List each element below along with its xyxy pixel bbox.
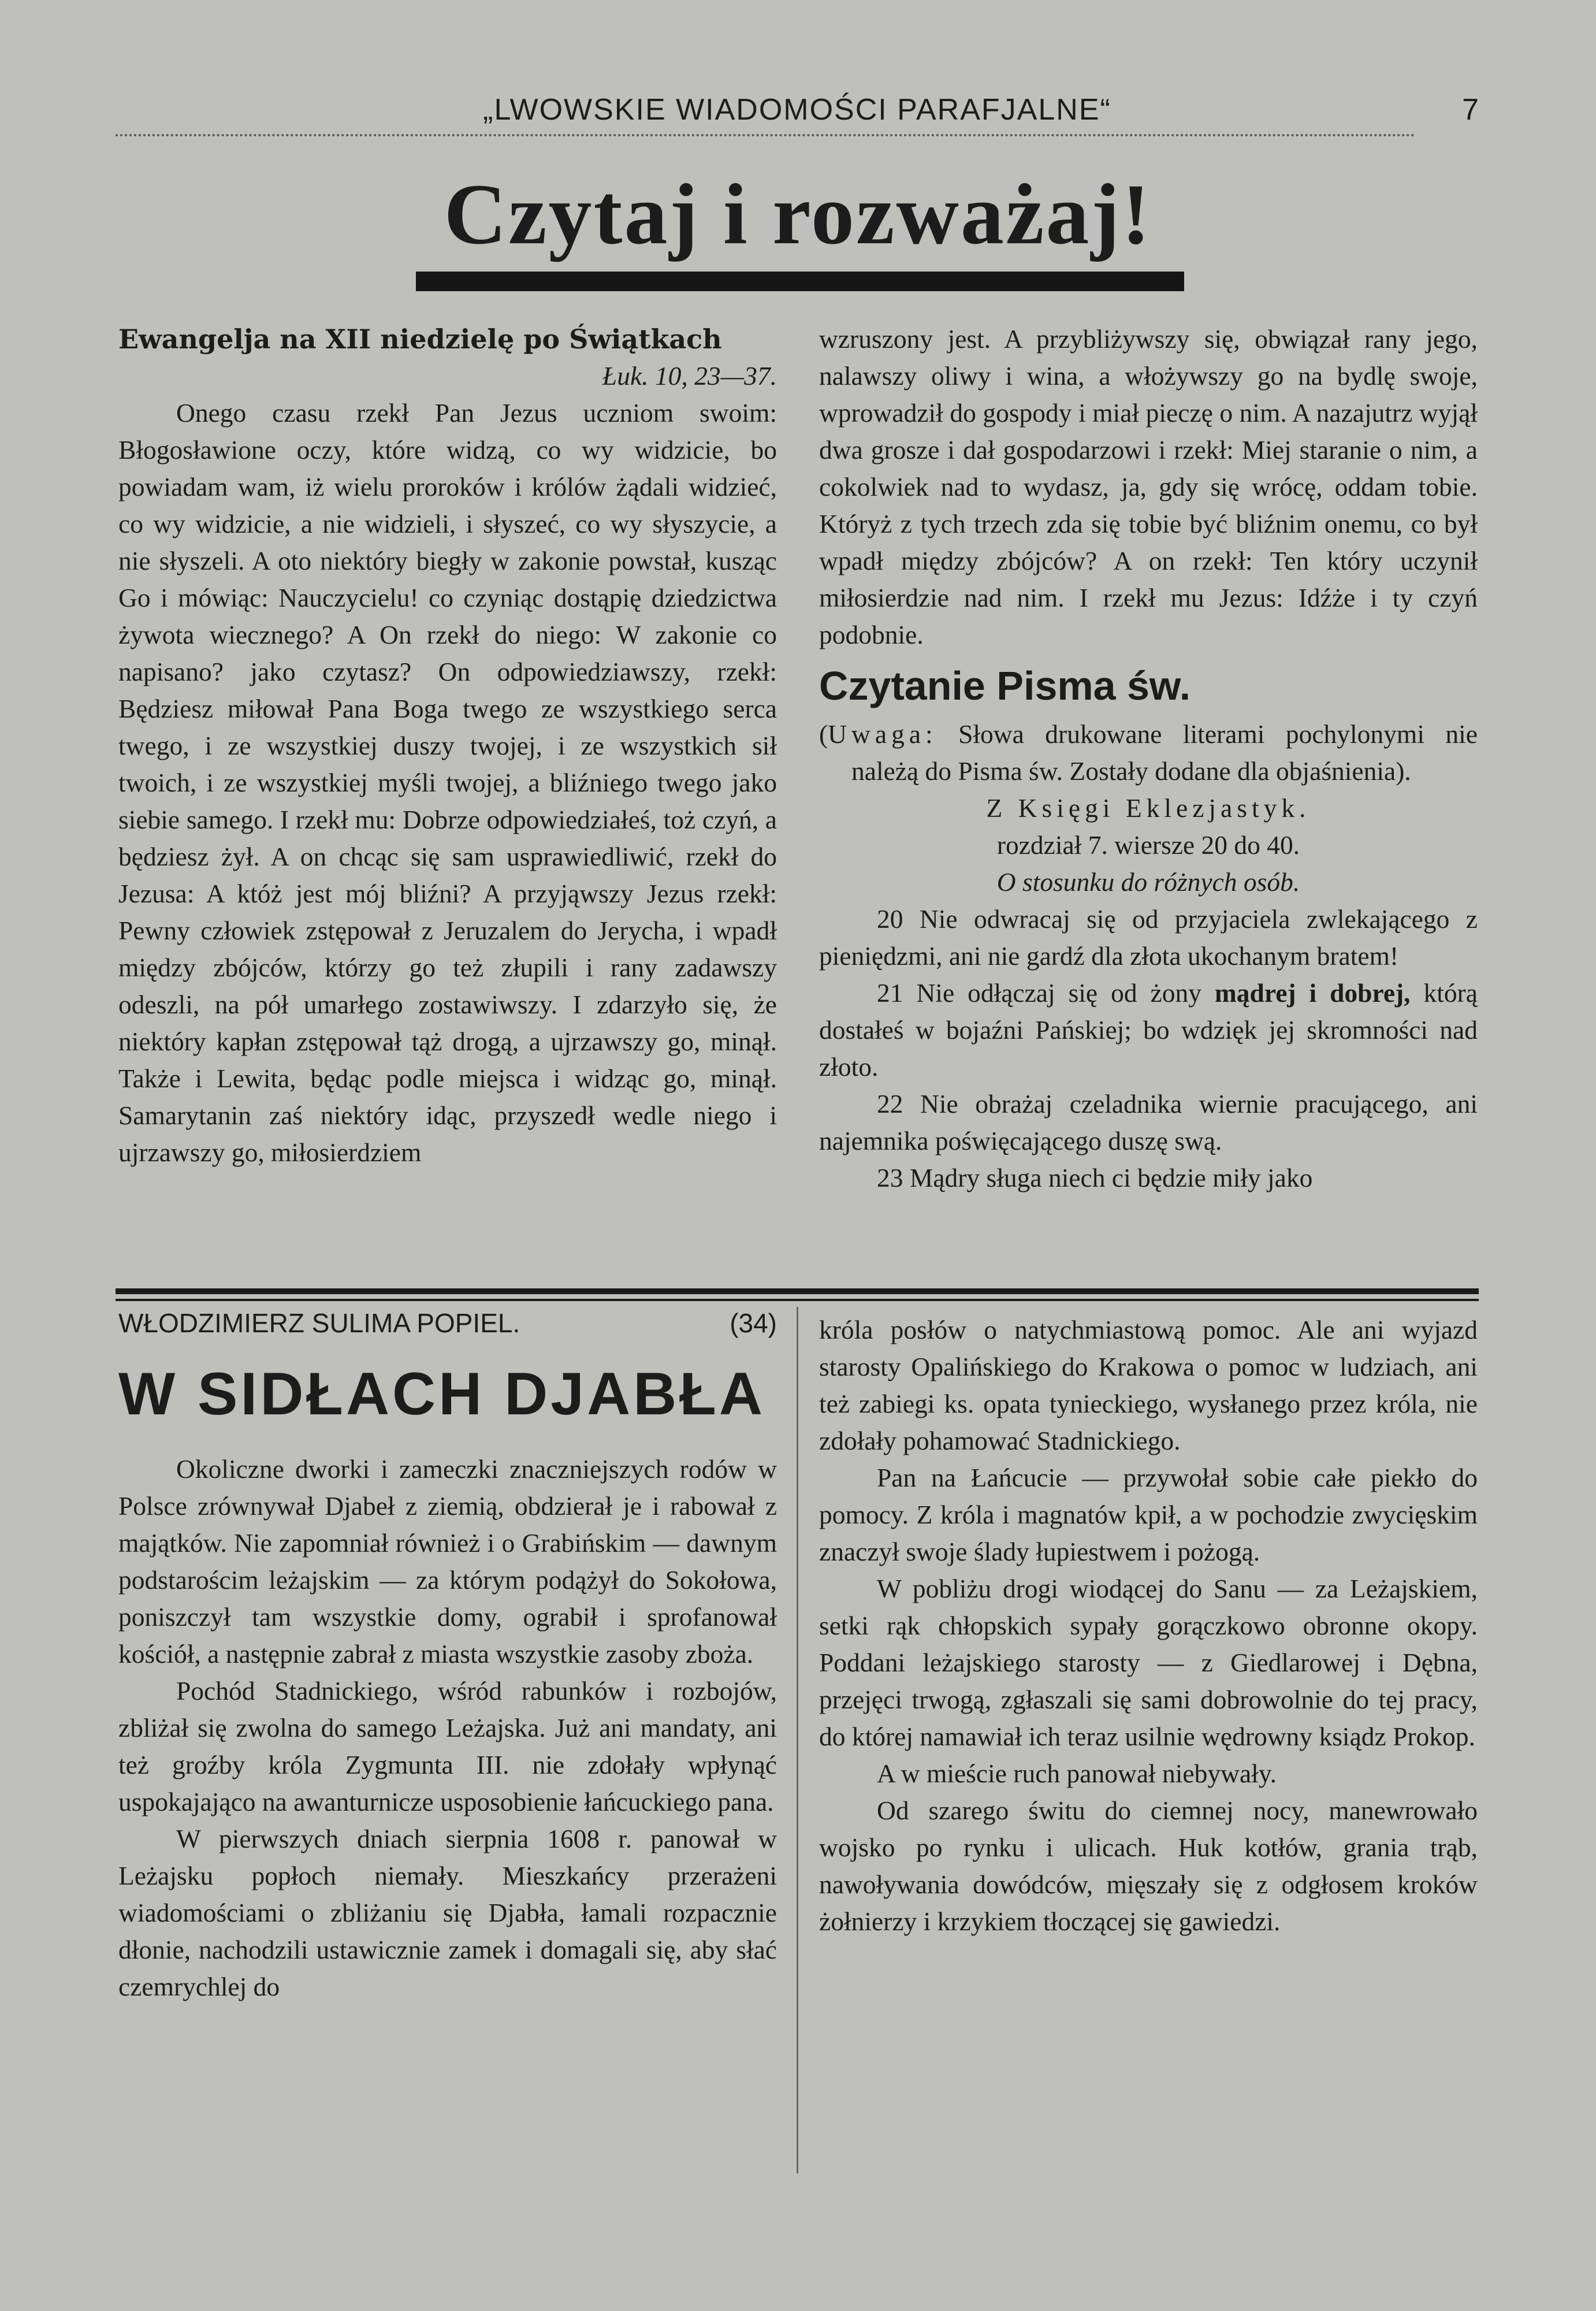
header-dotted-rule [116, 134, 1415, 136]
page-number: 7 [1462, 93, 1479, 127]
serial-paragraph: króla posłów o natychmiastową pomoc. Ale ani wyjazd starosty Opalińskiego do Krakowa o pomoc w ludziach, ani też zabiegi ks. opata tynieckiego, wysłanego przez króla, nie zdołały pohamować Stadnickiego. [819, 1315, 1478, 1455]
verse-22: 22 Nie obrażaj czeladnika wiernie pracującego, ani najemnika poświęcającego duszę swą. [819, 1089, 1478, 1156]
serial-paragraph: Pan na Łańcucie — przywołał sobie całe piekło do pomocy. Z króla i magnatów kpił, a w pochodzie zwycięskim znaczył swoje ślady łupiestwem i pożogą. [819, 1463, 1478, 1566]
running-header [116, 92, 1479, 144]
serial-right-column [819, 1311, 1478, 1940]
main-headline: Czytaj i rozważaj! [444, 166, 1152, 262]
scripture-book: Z Księgi Eklezjastyk. [986, 793, 1311, 823]
gospel-citation: Łuk. 10, 23—37. [602, 361, 777, 391]
serial-paragraph: A w mieście ruch panował niebywały. [877, 1759, 1277, 1788]
serial-left-column [118, 1303, 777, 2005]
scripture-subtitle: O stosunku do różnych osób. [996, 867, 1300, 897]
verse-20: 20 Nie odwracaj się od przyjaciela zwlekającego z pieniędzmi, ani nie gardź dla złota ukochanym bratem! [819, 904, 1478, 971]
gospel-column [118, 321, 777, 1171]
serial-author: WŁODZIMIERZ SULIMA POPIEL. [118, 1308, 520, 1338]
verse-21: 21 Nie odłączaj się od żony mądrej i dobrej, którą dostałeś w bojaźni Pańskiej; bo wdzięk jej skromności nad złoto. [819, 978, 1478, 1082]
serial-title: W SIDŁACH DJABŁA [118, 1361, 765, 1428]
column-divider [797, 1307, 798, 2173]
section-separator-thin [116, 1299, 1479, 1301]
serial-paragraph: Okoliczne dworki i zameczki znaczniejszych rodów w Polsce zrównywał Djabeł z ziemią, obdzierał je i rabował z majątków. Nie zapomniał również i o Grabińskim — dawnym podstarościm leżajskim — za którym podążył do Sokołowa, poniszczył tam wszystkie domy, ograbił i sprofanował kościół, a następnie zabrał z miasta wszystkie zasoby zboża. [118, 1454, 777, 1669]
gospel-text-left: Onego czasu rzekł Pan Jezus uczniom swoim: Błogosławione oczy, które widzą, co wy widzicie, bo powiadam wam, iż wielu proroków i królów żądali widzieć, co wy widzicie, a nie widzieli, i słyszeć, co wy słyszycie, a nie słyszeli. A oto niektóry biegły w zakonie powstał, kusząc Go i mówiąc: Nauczycielu! co czyniąc dostąpię dziedzictwa żywota wiecznego? A On rzekł do niego: W zakonie co napisano? jako czytasz? On odpowiedziawszy, rzekł: Będziesz miłował Pana Boga twego ze wszystkiego serca twego, i ze wszystkiej duszy twojej, i ze wszystkich sił twoich, i ze wszystkiej myśli twojej, a bliźniego twego jako siebie samego. I rzekł mu: Dobrze odpowiedziałeś, toż czyń, a będziesz żył. A on chcąc się sam usprawiedliwić, rzekł do Jezusa: A któż jest mój bliźni? A przyjąwszy Jezus rzekł: Pewny człowiek zstępował z Jeruzalem do Jerycha, i wpadł między zbójców, którzy go też złupili i rany zadawszy odeszli, na pół umarłego zostawiwszy. I zdarzyło się, że niektóry kapłan zstępował tąż drogą, a ujrzawszy go, minął. Także i Lewita, będąc podle miejsca i widząc go, minął. Samarytanin zaś niektóry idąc, przyszedł wedle niego i ujrzawszy go, miłosierdziem [118, 398, 777, 1167]
serial-paragraph: Pochód Stadnickiego, wśród rabunków i rozbojów, zbliżał się zwolna do samego Leżajska. Już ani mandaty, ani też groźby króla Zygmunta III. nie zdołały wpłynąć uspokajająco na awanturnicze usposobienie łańcuckiego pana. [118, 1676, 777, 1816]
verse-23: 23 Mądry sługa niech ci będzie miły jako [877, 1163, 1313, 1192]
gospel-text-right: wzruszony jest. A przybliżywszy się, obwiązał rany jego, nalawszy oliwy i wina, a włożywszy go na bydlę swoje, wprowadził do gospody i miał pieczę o nim. A nazajutrz wyjął dwa grosze i dał gospodarzowi i rzekł: Miej staranie o nim, a cokolwiek nad to wydasz, ja, gdy się wrócę, oddam tobie. Któryż z tych trzech zda się tobie być bliźnim onemu, co był wpadł między zbójców? A on rzekł: Ten który uczynił miłosierdzie nad nim. I rzekł mu Jezus: Idźże i ty czyń podobnie. [819, 324, 1478, 649]
scripture-chapter: rozdział 7. wiersze 20 do 40. [996, 830, 1300, 860]
scripture-heading: Czytanie Pisma św. [819, 663, 1191, 708]
note-text: Słowa drukowane literami pochylonymi nie należą do Pisma św. Zostały dodane dla objaśnienia). [851, 719, 1478, 786]
serial-byline [118, 1303, 777, 1343]
publication-title: „LWOWSKIE WIADOMOŚCI PARAFJALNE“ [473, 93, 1122, 127]
gospel-title: Ewangelja na XII niedzielę po Świątkach [118, 324, 722, 355]
serial-paragraph: Od szarego świtu do ciemnej nocy, manewrowało wojsko po rynku i ulicach. Huk kotłów, grania trąb, nawoływania dowódców, mięszały się z odgłosem kroków żołnierzy i krzykiem tłoczącej się gawiedzi. [819, 1796, 1478, 1936]
serial-paragraph: W pierwszych dniach sierpnia 1608 r. panował w Leżajsku popłoch niemały. Mieszkańcy przerażeni wiadomościami o zbliżaniu się Djabła, łamali rozpacznie dłonie, nachodzili ustawicznie zamek i domagali się, aby słać czemrychlej do [118, 1824, 777, 2001]
serial-paragraph: W pobliżu drogi wiodącej do Sanu — za Leżajskiem, setki rąk chłopskich sypały gorączkowo obronne okopy. Poddani leżajskiego starosty — z Giedlarowej i Dębna, przejęci trwogą, zgłaszali się sami dobrowolnie do tej pracy, do której namawiał ich teraz usilnie wędrowny ksiądz Prokop. [819, 1574, 1478, 1751]
note-label: Uwaga: [828, 719, 937, 749]
headline-bar [416, 272, 1184, 291]
serial-episode: (34) [730, 1308, 777, 1338]
section-separator [116, 1288, 1479, 1294]
right-top-column [819, 321, 1478, 1197]
scripture-note: (Uwaga: Słowa drukowane literami pochylonymi nie należą do Pisma św. Zostały dodane dla objaśnienia). [819, 719, 1478, 786]
